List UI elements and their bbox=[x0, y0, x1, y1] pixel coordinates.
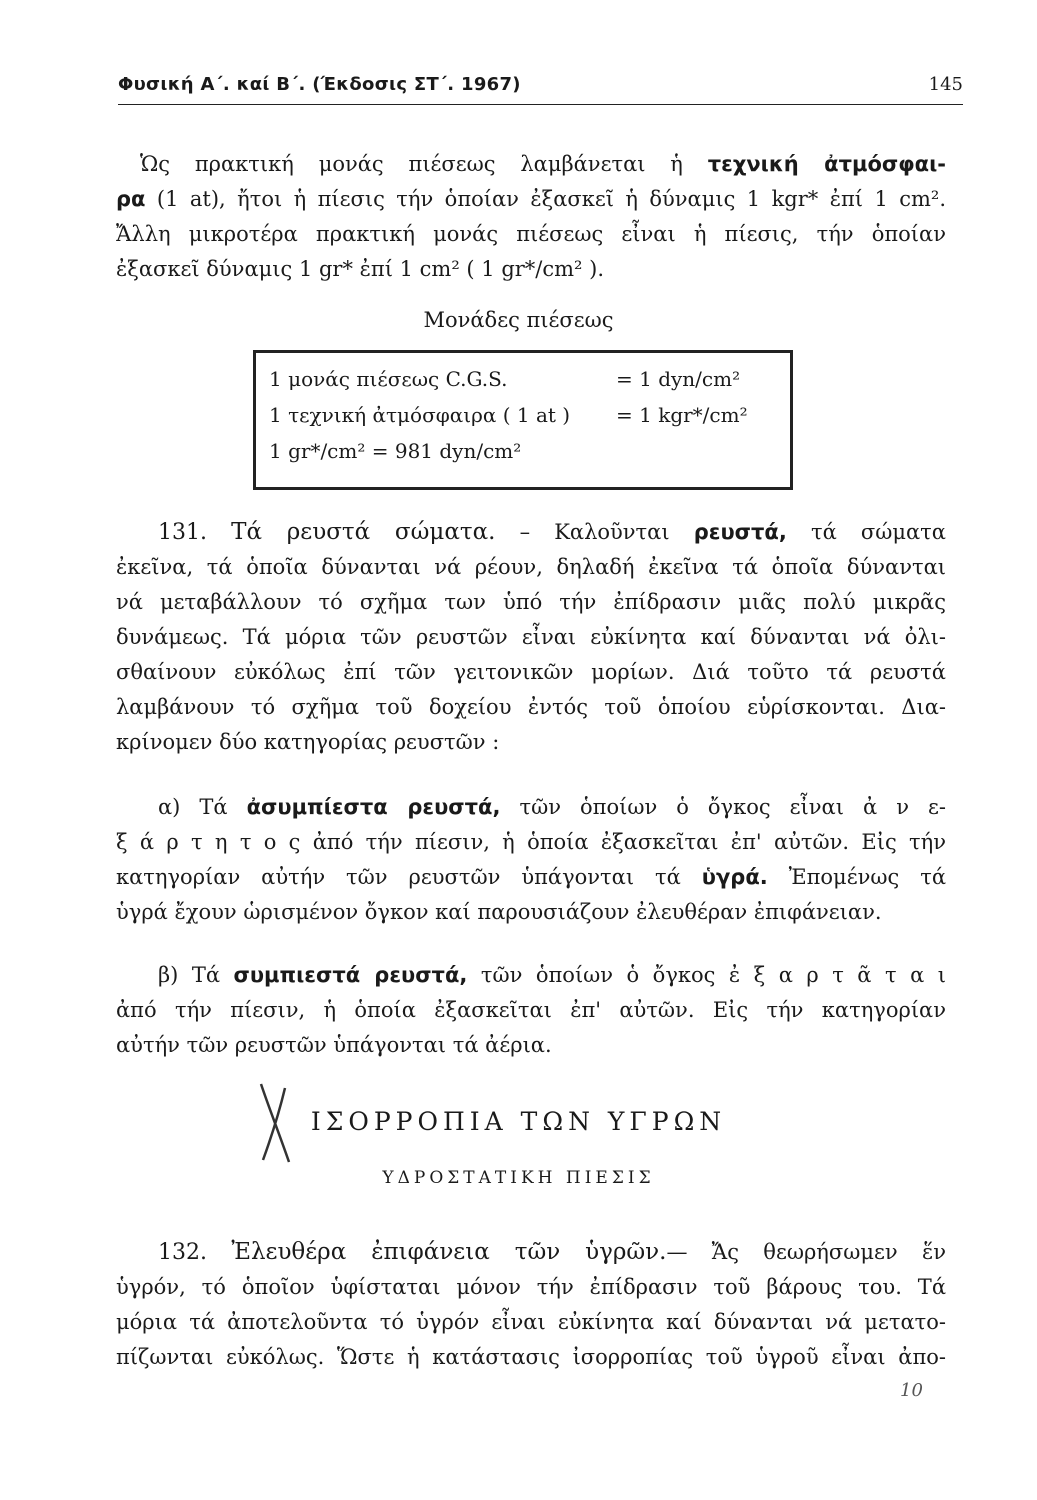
units-row-1-value: = 1 dyn/cm² bbox=[616, 367, 741, 391]
page-number: 145 bbox=[928, 74, 963, 95]
running-header bbox=[118, 70, 963, 105]
section-132-number: 132. bbox=[158, 1240, 207, 1265]
chapter-subtitle: ΥΔΡΟΣΤΑΤΙΚΗ ΠΙΕΣΙΣ bbox=[382, 1168, 655, 1188]
section-131-line-5: σθαίνουν εὐκόλως ἐπί τῶν γειτονικῶν μορίων. Διά τοῦτο τά ρευστά bbox=[116, 660, 946, 684]
term-incompressible-fluids: ἀσυμπίεστα ρευστά, bbox=[246, 795, 501, 819]
section-131-line-7: κρίνομεν δύο κατηγορίας ρευστῶν : bbox=[116, 730, 500, 754]
item-b-line-2: ἀπό τήν πίεσιν, ἡ ὁποία ἐξασκεῖται ἐπ' αὐτῶν. Εἰς τήν κατηγορίαν bbox=[116, 998, 946, 1022]
item-a-line-4: ὑγρά ἔχουν ὡρισμένον ὄγκον καί παρουσιάζουν ἐλευθέραν ἐπιφάνειαν. bbox=[116, 900, 882, 924]
item-a-line-1: α) Τά ἀσυμπίεστα ρευστά, τῶν ὁποίων ὁ ὄγκος εἶναι ἀ ν ε- bbox=[158, 795, 946, 819]
section-131-line-6: λαμβάνουν τό σχῆμα τοῦ δοχείου ἐντός τοῦ ὁποίου εὑρίσκονται. Δια- bbox=[116, 695, 946, 719]
section-132-line-3: μόρια τά ἀποτελοῦντα τό ὑγρόν εἶναι εὐκίνητα καί δύνανται νά μετατο- bbox=[116, 1310, 946, 1334]
term-liquids: ὑγρά. bbox=[701, 865, 768, 889]
intro-line-3: Ἄλλη μικροτέρα πρακτική μονάς πιέσεως εἶναι ἡ πίεσις, τήν ὁποίαν bbox=[116, 222, 946, 246]
section-131-line-2: ἐκεῖνα, τά ὁποῖα δύνανται νά ρέουν, δηλαδή ἐκεῖνα τά ὁποῖα δύνανται bbox=[116, 555, 946, 579]
intro-line-2: ρα (1 at), ἤτοι ἡ πίεσις τήν ὁποίαν ἐξασκεῖ ἡ δύναμις 1 kgr* ἐπί 1 cm². bbox=[116, 187, 946, 211]
section-132-title: Ἐλευθέρα ἐπιφάνεια τῶν ὑγρῶν. bbox=[231, 1239, 667, 1265]
section-131-line-4: δυνάμεως. Τά μόρια τῶν ρευστῶν εἶναι εὐκίνητα καί δύνανται νά ὀλι- bbox=[116, 625, 946, 649]
signature-mark: 10 bbox=[900, 1380, 923, 1401]
item-b-compressible bbox=[116, 958, 946, 1063]
section-132-line-4: πίζωνται εὐκόλως. Ὥστε ἡ κατάστασις ἰσορροπίας τοῦ ὑγροῦ εἶναι ἀπο- bbox=[116, 1345, 946, 1369]
term-technical-atmosphere: τεχνική ἀτμόσφαι- bbox=[707, 152, 947, 176]
units-row-2-value: = 1 kgr*/cm² bbox=[616, 403, 748, 427]
running-title: Φυσική Α΄. καί Β΄. (Έκδοσις ΣΤ΄. 1967) bbox=[118, 74, 521, 95]
term-compressible-fluids: συμπιεστά ρευστά, bbox=[233, 963, 468, 987]
units-table bbox=[253, 350, 793, 490]
section-131 bbox=[116, 515, 946, 760]
section-131-number: 131. bbox=[158, 520, 207, 545]
section-132-line-2: ὑγρόν, τό ὁποῖον ὑφίσταται μόνον τήν ἐπίδρασιν τοῦ βάρους του. Τά bbox=[116, 1275, 946, 1299]
section-131-line-3: νά μεταβάλλουν τό σχῆμα των ὑπό τήν ἐπίδρασιν μιᾶς πολύ μικρᾶς bbox=[116, 590, 946, 614]
chapter-title: ΙΣΟΡΡΟΠΙΑ ΤΩΝ ΥΓΡΩΝ bbox=[310, 1107, 727, 1136]
item-a-line-2: ξ ά ρ τ η τ ο ς ἀπό τήν πίεσιν, ἡ ὁποία ἐξασκεῖται ἐπ' αὐτῶν. Εἰς τήν bbox=[116, 830, 946, 854]
section-131-line-1: 131. Τά ρευστά σώματα. – Καλοῦνται ρευστά, τά σώματα bbox=[116, 515, 946, 550]
intro-paragraph bbox=[116, 147, 946, 287]
item-a-incompressible bbox=[116, 790, 946, 930]
item-b-line-1: β) Τά συμπιεστά ρευστά, τῶν ὁποίων ὁ ὄγκος ἐ ξ α ρ τ ᾶ τ α ι bbox=[158, 963, 946, 987]
section-131-title: Τά ρευστά σώματα. bbox=[231, 519, 496, 545]
section-132 bbox=[116, 1235, 946, 1375]
section-132-line-1: 132. Ἐλευθέρα ἐπιφάνεια τῶν ὑγρῶν.— Ἄς θεωρήσωμεν ἕν bbox=[116, 1235, 946, 1270]
units-row-3-name: 1 gr*/cm² = 981 dyn/cm² bbox=[269, 439, 522, 463]
units-row-2-name: 1 τεχνική ἀτμόσφαιρα ( 1 at ) bbox=[269, 403, 571, 427]
item-b-line-3: αὐτήν τῶν ρευστῶν ὑπάγονται τά ἀέρια. bbox=[116, 1033, 552, 1057]
units-row-1-name: 1 μονάς πιέσεως C.G.S. bbox=[269, 367, 508, 391]
item-a-line-3: κατηγορίαν αὐτήν τῶν ρευστῶν ὑπάγονται τά ὑγρά. Ἐπομένως τά bbox=[116, 865, 946, 889]
units-table-title: Μονάδες πιέσεως bbox=[423, 308, 614, 332]
term-fluids: ρευστά, bbox=[693, 520, 787, 544]
intro-line-4: ἐξασκεῖ δύναμις 1 gr* ἐπί 1 cm² ( 1 gr*/cm² ). bbox=[116, 257, 605, 281]
intro-line-1: Ὡς πρακτική μονάς πιέσεως λαμβάνεται ἡ τεχνική ἀτμόσφαι- bbox=[140, 152, 947, 176]
